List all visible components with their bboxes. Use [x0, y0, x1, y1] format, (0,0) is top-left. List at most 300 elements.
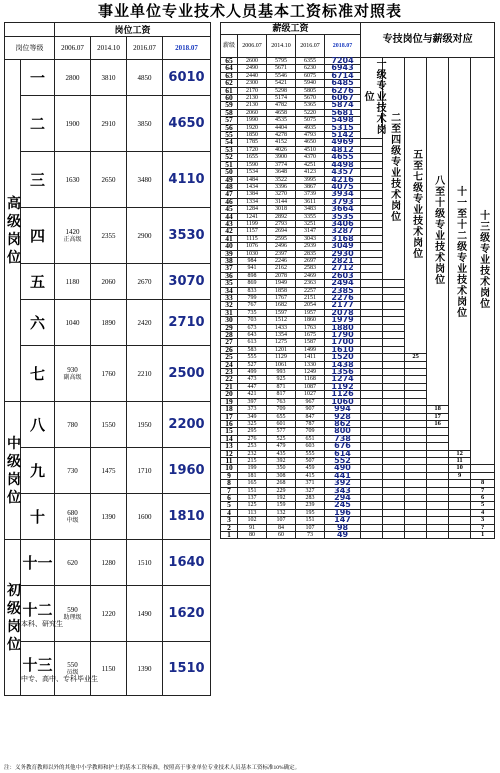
- group-label: 中级岗位: [5, 402, 21, 540]
- level-mark: [361, 413, 383, 420]
- position-salary-header: 岗位工资: [55, 23, 211, 37]
- level-mark: 16: [427, 420, 449, 427]
- table-row: [221, 502, 495, 509]
- salary-current: 1060: [325, 398, 361, 405]
- salary-current: 3406: [325, 220, 361, 227]
- salary-value: 5546: [267, 72, 296, 79]
- grade-salary-table: [220, 22, 495, 539]
- level-mark: [383, 406, 405, 413]
- level-mark: [405, 517, 427, 524]
- grade-number: 34: [221, 287, 238, 294]
- salary-value: 3251: [296, 220, 325, 227]
- grade-number: 20: [221, 391, 238, 398]
- salary-value: 2300: [238, 80, 267, 87]
- salary-value: 1710: [127, 448, 163, 494]
- salary-value: 415: [296, 472, 325, 479]
- salary-current: 3168: [325, 235, 361, 242]
- level-mark: ?: [471, 524, 495, 531]
- grade-number: 60: [221, 95, 238, 102]
- level-mark: [361, 517, 383, 524]
- level-mark: [361, 250, 383, 257]
- level-mark: 7: [471, 487, 495, 494]
- salary-value: 4850: [127, 60, 163, 96]
- grade-number: 12: [221, 450, 238, 457]
- level-mark: [383, 428, 405, 435]
- level-mark: [383, 383, 405, 390]
- salary-current: 245: [325, 502, 361, 509]
- salary-value: 1201: [267, 346, 296, 353]
- salary-value: 1760: [91, 346, 127, 402]
- salary-value: 283: [296, 494, 325, 501]
- level-mark: [361, 494, 383, 501]
- salary-value: 5795: [267, 58, 296, 65]
- level-mark: [449, 502, 471, 509]
- salary-current: 1960: [163, 448, 211, 494]
- level-mark: [361, 265, 383, 272]
- position-grade: 十三 中专、高中、专科毕业生: [21, 642, 55, 696]
- level-mark: [405, 376, 427, 383]
- table-row: [5, 494, 211, 540]
- salary-value: 601: [267, 420, 296, 427]
- grade-number: 47: [221, 191, 238, 198]
- salary-value: 2835: [296, 250, 325, 257]
- position-grade: 十一: [21, 540, 55, 586]
- level-mark: [405, 406, 427, 413]
- salary-current: 4357: [325, 169, 361, 176]
- level-mark: [383, 295, 405, 302]
- salary-value: 577: [267, 428, 296, 435]
- table-row: [5, 264, 211, 300]
- salary-value: 479: [267, 443, 296, 450]
- level-mark: [405, 502, 427, 509]
- grade-number: 16: [221, 420, 238, 427]
- level-mark: [405, 524, 427, 531]
- salary-value: 555: [296, 450, 325, 457]
- level-mark: [383, 457, 405, 464]
- level-mark: [471, 465, 495, 472]
- salary-value: 1076: [238, 243, 267, 250]
- salary-value: 4535: [267, 117, 296, 124]
- level-mark: [383, 502, 405, 509]
- level-mark: [361, 309, 383, 316]
- salary-value: 132: [267, 509, 296, 516]
- level-mark: [361, 280, 383, 287]
- table-row: [221, 480, 495, 487]
- salary-value: 181: [238, 472, 267, 479]
- salary-value: 763: [267, 398, 296, 405]
- salary-value: 473: [238, 376, 267, 383]
- salary-current: 5142: [325, 132, 361, 139]
- position-grade: 九: [21, 448, 55, 494]
- level-mark: [361, 154, 383, 161]
- grade-number: 14: [221, 435, 238, 442]
- salary-2006: 1900: [55, 96, 91, 152]
- salary-current: 2177: [325, 302, 361, 309]
- grade-number: 59: [221, 102, 238, 109]
- grade-number: 44: [221, 213, 238, 220]
- level-mark: [405, 413, 427, 420]
- salary-value: 229: [267, 487, 296, 494]
- level-mark: [361, 183, 383, 190]
- level-mark: [449, 517, 471, 524]
- salary-value: 651: [296, 435, 325, 442]
- salary-current: 7204: [325, 58, 361, 65]
- level-mark: [383, 480, 405, 487]
- salary-value: 673: [238, 324, 267, 331]
- salary-current: 49: [325, 532, 361, 539]
- col-year-current: 2018.07: [325, 35, 361, 58]
- level-mark: 1: [471, 532, 495, 539]
- salary-value: 1534: [238, 169, 267, 176]
- level-mark: [383, 287, 405, 294]
- salary-current: 676: [325, 443, 361, 450]
- salary-value: 2078: [267, 272, 296, 279]
- salary-value: 1168: [296, 376, 325, 383]
- grade-number: 13: [221, 443, 238, 450]
- salary-value: 1484: [238, 176, 267, 183]
- salary-value: 6355: [296, 58, 325, 65]
- salary-value: 1860: [296, 317, 325, 324]
- salary-current: 2712: [325, 265, 361, 272]
- salary-current: 1979: [325, 317, 361, 324]
- salary-value: 1475: [91, 448, 127, 494]
- salary-value: 1675: [296, 332, 325, 339]
- salary-value: 80: [238, 532, 267, 539]
- salary-value: 5220: [296, 109, 325, 116]
- salary-value: 4935: [296, 124, 325, 131]
- level-mark: [361, 139, 383, 146]
- grade-number: 17: [221, 413, 238, 420]
- salary-value: 1850: [238, 132, 267, 139]
- level-mark: 18: [427, 406, 449, 413]
- level-mark: [449, 480, 471, 487]
- level-mark: [383, 517, 405, 524]
- grade-number: 56: [221, 124, 238, 131]
- salary-current: 1520: [325, 354, 361, 361]
- level-mark: [361, 317, 383, 324]
- salary-value: 125: [238, 502, 267, 509]
- salary-current: 6067: [325, 95, 361, 102]
- table-row: [221, 457, 495, 464]
- grade-number: 21: [221, 383, 238, 390]
- salary-current: 1192: [325, 383, 361, 390]
- grade-number: 10: [221, 465, 238, 472]
- salary-value: 435: [267, 450, 296, 457]
- salary-value: 5365: [296, 102, 325, 109]
- level-mark: [361, 287, 383, 294]
- level-mark: [361, 339, 383, 346]
- grade-number: 62: [221, 80, 238, 87]
- salary-value: 709: [296, 428, 325, 435]
- grade-number: 49: [221, 176, 238, 183]
- position-grade: 六: [21, 300, 55, 346]
- level-mark: [405, 420, 427, 427]
- level-mark: [427, 532, 449, 539]
- salary-current: 5874: [325, 102, 361, 109]
- level-mark: 25: [405, 354, 427, 361]
- salary-current: 3070: [163, 264, 211, 300]
- salary-current: 98: [325, 524, 361, 531]
- level-mark: [361, 524, 383, 531]
- salary-value: 1330: [296, 361, 325, 368]
- salary-value: 3018: [267, 206, 296, 213]
- position-grade: 三: [21, 152, 55, 208]
- salary-value: 3483: [296, 206, 325, 213]
- salary-value: 4782: [267, 102, 296, 109]
- salary-value: 603: [296, 443, 325, 450]
- col-position-grade: 岗位等级: [5, 37, 55, 60]
- salary-current: 1356: [325, 369, 361, 376]
- level-mark: [361, 354, 383, 361]
- salary-value: 2490: [238, 65, 267, 72]
- level-mark: [361, 176, 383, 183]
- salary-value: 3850: [127, 96, 163, 152]
- footnote: 注：义务教育教师以外的其他中小学教师和护士的基本工资标准，按照高于事业单位专业技术人员基本工资标准10%确定。: [4, 765, 301, 771]
- salary-value: 1087: [296, 383, 325, 390]
- salary-current: 2200: [163, 402, 211, 448]
- salary-value: 73: [296, 532, 325, 539]
- salary-current: 2385: [325, 287, 361, 294]
- salary-value: 1858: [267, 287, 296, 294]
- salary-value: 4123: [296, 169, 325, 176]
- salary-value: 4793: [296, 132, 325, 139]
- col-grade: 薪级: [221, 35, 238, 58]
- level-mark: [405, 487, 427, 494]
- salary-current: 552: [325, 457, 361, 464]
- salary-value: 767: [238, 302, 267, 309]
- salary-value: 91: [238, 524, 267, 531]
- salary-value: 327: [296, 487, 325, 494]
- level-mark: [405, 435, 427, 442]
- grade-number: 55: [221, 132, 238, 139]
- level-mark: [427, 472, 449, 479]
- level-mark: [361, 361, 383, 368]
- salary-value: 5671: [267, 65, 296, 72]
- salary-value: 1199: [238, 220, 267, 227]
- salary-current: 3535: [325, 213, 361, 220]
- salary-value: 1157: [238, 228, 267, 235]
- level-mark: [383, 450, 405, 457]
- grade-number: 11: [221, 457, 238, 464]
- salary-current: 3530: [163, 208, 211, 264]
- salary-current: 3934: [325, 191, 361, 198]
- level-mark: [361, 272, 383, 279]
- col-year: 2006.07: [238, 35, 267, 58]
- salary-current: 800: [325, 428, 361, 435]
- level-mark: 10: [449, 465, 471, 472]
- salary-current: 3049: [325, 243, 361, 250]
- grade-number: 30: [221, 317, 238, 324]
- level-mark: [361, 509, 383, 516]
- salary-value: 1510: [127, 540, 163, 586]
- grade-number: 33: [221, 295, 238, 302]
- salary-value: 1490: [127, 586, 163, 642]
- salary-2006: 1420 正高级: [55, 208, 91, 264]
- salary-value: 2151: [296, 295, 325, 302]
- salary-current: 2276: [325, 295, 361, 302]
- salary-value: 1390: [127, 642, 163, 696]
- salary-value: 2060: [91, 264, 127, 300]
- salary-value: 165: [238, 480, 267, 487]
- level-mark: [449, 532, 471, 539]
- position-grade: 四: [21, 208, 55, 264]
- level-mark: [427, 524, 449, 531]
- salary-value: 1950: [127, 402, 163, 448]
- salary-value: 2600: [238, 58, 267, 65]
- salary-value: 151: [296, 517, 325, 524]
- level-mark: [383, 465, 405, 472]
- grade-number: 18: [221, 406, 238, 413]
- salary-value: 1785: [238, 139, 267, 146]
- salary-value: 2210: [127, 346, 163, 402]
- grade-number: 28: [221, 332, 238, 339]
- level-mark: [449, 509, 471, 516]
- salary-value: 1334: [238, 198, 267, 205]
- salary-value: 1957: [296, 309, 325, 316]
- level-mark: [361, 324, 383, 331]
- level-mark: [361, 450, 383, 457]
- salary-value: 3522: [267, 176, 296, 183]
- grade-number: 41: [221, 235, 238, 242]
- level-mark: [427, 509, 449, 516]
- salary-value: 1600: [127, 494, 163, 540]
- salary-current: 2821: [325, 257, 361, 264]
- level-mark: [361, 443, 383, 450]
- grade-number: 26: [221, 346, 238, 353]
- salary-value: 1030: [238, 250, 267, 257]
- table-row: [221, 532, 495, 539]
- salary-value: 239: [296, 502, 325, 509]
- table-row: [5, 586, 211, 642]
- salary-value: 308: [267, 472, 296, 479]
- salary-value: 6075: [296, 72, 325, 79]
- salary-value: 2697: [296, 257, 325, 264]
- level-mark: [361, 502, 383, 509]
- position-grade: 一: [21, 60, 55, 96]
- col-year: 2006.07: [55, 37, 91, 60]
- grade-number: 31: [221, 309, 238, 316]
- position-grade: 十二 本科、研究生: [21, 586, 55, 642]
- table-row: [221, 465, 495, 472]
- level-mark: [361, 191, 383, 198]
- col-year: 2016.07: [127, 37, 163, 60]
- salary-current: 4498: [325, 161, 361, 168]
- level-mark: [383, 346, 405, 353]
- grade-number: 3: [221, 517, 238, 524]
- grade-number: 54: [221, 139, 238, 146]
- salary-value: 2440: [238, 72, 267, 79]
- level-mark: [427, 517, 449, 524]
- position-grade: 五: [21, 264, 55, 300]
- salary-value: 898: [238, 272, 267, 279]
- salary-value: 107: [296, 524, 325, 531]
- salary-value: 199: [238, 465, 267, 472]
- salary-value: 4026: [267, 146, 296, 153]
- salary-current: 3287: [325, 228, 361, 235]
- grade-number: 6: [221, 494, 238, 501]
- level-mark: [361, 228, 383, 235]
- salary-value: 151: [238, 487, 267, 494]
- level-mark: [361, 206, 383, 213]
- grade-number: 40: [221, 243, 238, 250]
- salary-2006: 620: [55, 540, 91, 586]
- salary-current: 294: [325, 494, 361, 501]
- salary-value: 159: [267, 502, 296, 509]
- salary-current: 1880: [325, 324, 361, 331]
- salary-value: 5940: [296, 80, 325, 87]
- level-mark: 8: [471, 480, 495, 487]
- salary-value: 5670: [296, 95, 325, 102]
- salary-current: 5315: [325, 124, 361, 131]
- salary-2006: 1040: [55, 300, 91, 346]
- level-mark: [383, 509, 405, 516]
- salary-current: 1640: [163, 540, 211, 586]
- salary-current: 2603: [325, 272, 361, 279]
- category-label: 十一至十二级专业技术岗位: [449, 58, 471, 451]
- level-mark: [383, 435, 405, 442]
- salary-current: 6943: [325, 65, 361, 72]
- salary-value: 2246: [267, 257, 296, 264]
- salary-value: 1061: [267, 361, 296, 368]
- col-year: 2014.10: [91, 37, 127, 60]
- salary-value: 1411: [296, 354, 325, 361]
- table-row: [221, 494, 495, 501]
- grade-number: 8: [221, 480, 238, 487]
- level-mark: [361, 428, 383, 435]
- salary-current: 196: [325, 509, 361, 516]
- salary-value: 3995: [296, 176, 325, 183]
- salary-current: 2078: [325, 309, 361, 316]
- salary-value: 1949: [267, 280, 296, 287]
- table-row: [5, 642, 211, 696]
- table-row: [5, 60, 211, 96]
- table-row: [5, 402, 211, 448]
- salary-value: 3270: [267, 191, 296, 198]
- salary-current: 2930: [325, 250, 361, 257]
- salary-value: 2650: [91, 152, 127, 208]
- salary-value: 2162: [267, 265, 296, 272]
- salary-current: 738: [325, 435, 361, 442]
- level-mark: [361, 532, 383, 539]
- salary-value: 349: [238, 413, 267, 420]
- salary-current: 6714: [325, 72, 361, 79]
- salary-value: 1590: [238, 161, 267, 168]
- grade-salary-header: 薪级工资: [221, 23, 361, 35]
- salary-value: 3900: [267, 154, 296, 161]
- level-mark: [449, 524, 471, 531]
- salary-value: 583: [238, 346, 267, 353]
- table-row: [221, 509, 495, 516]
- salary-value: 3739: [296, 191, 325, 198]
- salary-value: 2363: [296, 280, 325, 287]
- level-mark: [383, 324, 405, 331]
- grade-number: 4: [221, 509, 238, 516]
- salary-value: 6230: [296, 65, 325, 72]
- salary-value: 2900: [127, 208, 163, 264]
- salary-value: 871: [267, 383, 296, 390]
- salary-value: 4278: [267, 132, 296, 139]
- salary-value: 295: [238, 428, 267, 435]
- salary-value: 527: [238, 361, 267, 368]
- level-mark: [405, 494, 427, 501]
- level-mark: [427, 494, 449, 501]
- grade-number: 7: [221, 487, 238, 494]
- grade-number: 51: [221, 161, 238, 168]
- salary-value: 2583: [296, 265, 325, 272]
- salary-value: 3147: [296, 228, 325, 235]
- table-row: [5, 300, 211, 346]
- level-mark: 11: [449, 457, 471, 464]
